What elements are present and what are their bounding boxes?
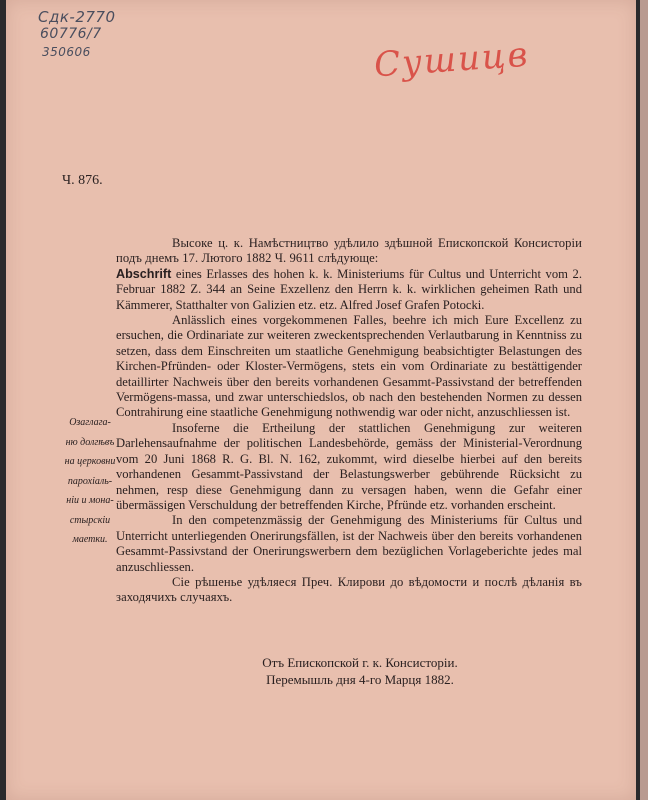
margin-note-line: Озаглага- xyxy=(69,417,111,428)
abschrift-text: eines Erlasses des hohen k. k. Ministeriums für Cultus und Unterricht vom 2. Februar 1882 Z. 344 an Seine Exzellenz den Herrn k. k. wirklichen geheimen Rath und Kämmerer, Statthalter von Galizien etz. etz. Alfred Josef Grafen Potocki. xyxy=(116,266,582,312)
margin-note xyxy=(58,413,122,550)
document-body xyxy=(116,236,582,606)
margin-note-line: парохіаль- xyxy=(67,475,113,487)
margin-note-line: маетки. xyxy=(72,534,108,545)
margin-note-line: на церковни xyxy=(64,456,116,467)
closing-line-2: Перемышль дня 4-го Марця 1882. xyxy=(266,672,454,687)
body-paragraph-2: Anlässlich eines vorgekommenen Falles, beehre ich mich Eure Excellenz zu ersuchen, die Ordinariate zur weiteren zweckentsprechenden Verlautbarung in Kenntniss zu setzen, dass dem Einschreiten um staatliche Genehmigung beabsichtigter Belastungen des Kirchen-Pfründen- oder Kloster-Vermögens, stets ein vom Ordinariate zu bestättigender detaillirter Nachweis über den bereits vorhandenen Gesammt-Passivstand der betreffenden Vermögens-massa, und zwar unterschiedslos, ob nach den bestehenden Normen zu dessen Contrahirung eine staatliche Genehmigung nothwendig war oder nicht, anzuschliessen ist. xyxy=(116,313,582,420)
margin-note-line: ню долгѣвъ xyxy=(65,436,115,448)
archive-mark-line3: 350606 xyxy=(42,45,91,59)
archive-mark-line2: 60776/7 xyxy=(40,26,102,42)
abschrift-paragraph xyxy=(116,267,582,313)
body-paragraph-5: Сіе рѣшенье удѣляеся Преч. Клирови до вѣдомости и послѣ дѣланія въ заходячихъ случаяхъ. xyxy=(116,574,582,605)
margin-note-line: ніи и мона- xyxy=(66,495,114,506)
archive-mark-line1: Сдк-2770 xyxy=(38,8,116,26)
intro-paragraph: Высоке ц. к. Намѣстництво удѣлило здѣшной Епископской Консисторіи подъ днемъ 17. Лютого 1882 Ч. 9611 слѣдующе: xyxy=(116,236,582,266)
handwritten-signature: Сушицв xyxy=(372,34,531,86)
closing-block xyxy=(230,654,490,688)
document-page xyxy=(6,0,636,800)
body-paragraph-3: Insoferne die Ertheilung der stattlichen Genehmigung zur weiteren Darlehensaufnahme der politischen Landesbehörde, gemäss der Ministerial-Verordnung vom 20 Juni 1868 R. G. Bl. N. 162, zukommt, wird dieselbe hierbei auf den bereits vorhandenen Gesammt-Passivstand der Belastungswerber gebührende Rücksicht zu nehmen, resp diese Genehmigung dann zu versagen haben, wenn die Gefahr einer übermässigen Verschuldung der betreffenden Kirche, Pfründe etz. vorhanden erscheint. xyxy=(116,420,582,512)
abschrift-label: Abschrift xyxy=(116,266,172,281)
document-number: Ч. 876. xyxy=(62,173,103,188)
body-paragraph-4: In den competenzmässig der Genehmigung des Ministeriums für Cultus und Unterricht unterliegenden Onerirungsfällen, ist der Nachweis über den bereits vorhandenen Gesammt-Passivstand der Onerirungswerbern dem bezüglichen Vorlageberichte jedes mal anzuschliessen. xyxy=(116,513,582,574)
margin-note-line: стырскіи xyxy=(69,514,111,526)
page-edge xyxy=(640,0,648,800)
closing-line-1: Отъ Епископской г. к. Консисторіи. xyxy=(262,655,458,670)
